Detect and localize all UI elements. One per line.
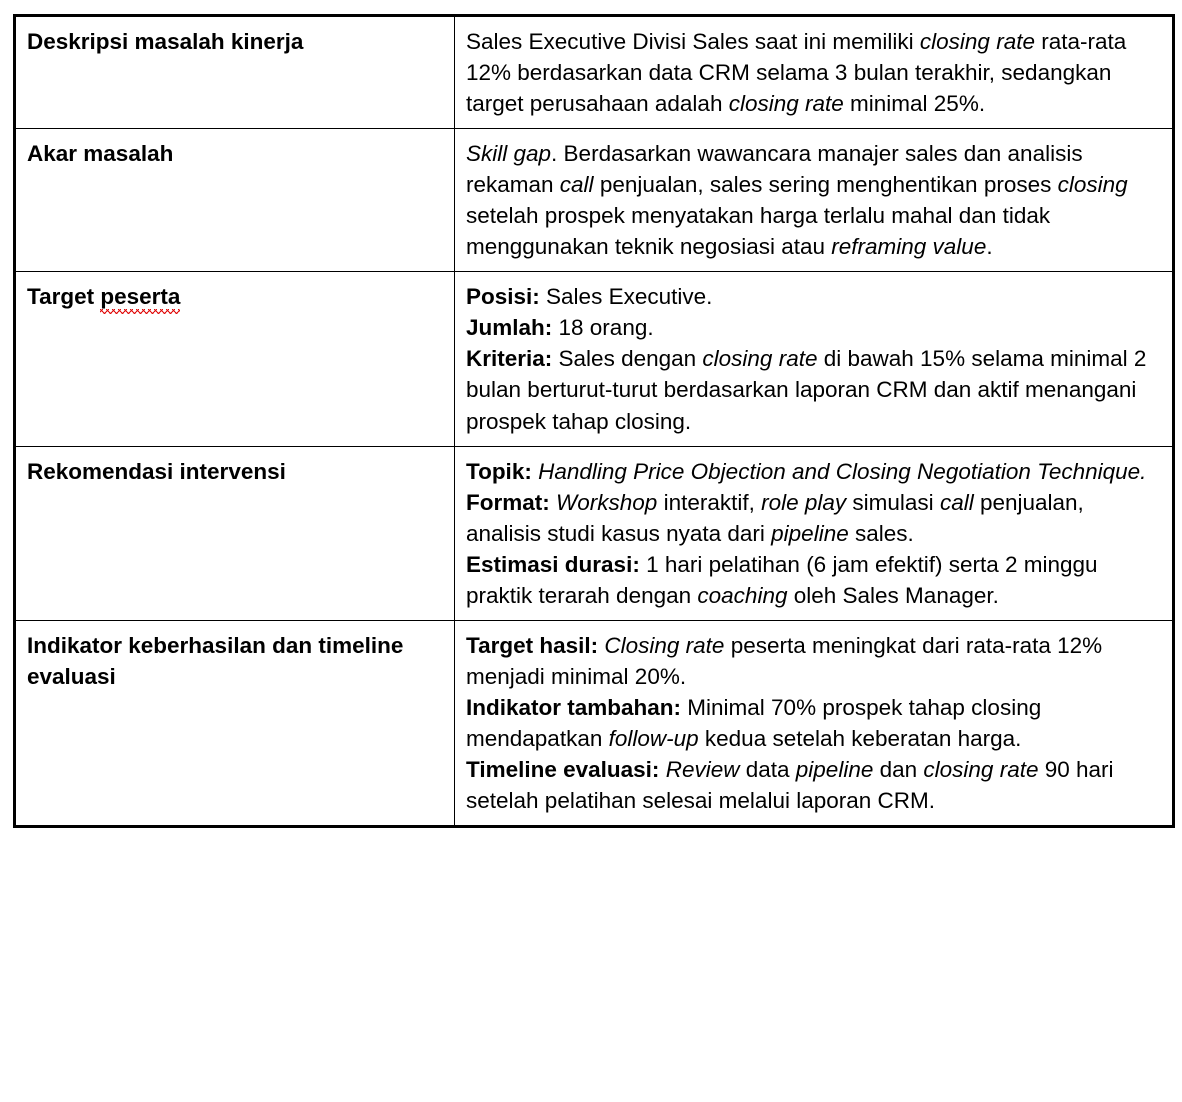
value-segment-normal: .	[986, 234, 993, 260]
value-segment-bold: Target hasil:	[466, 632, 599, 658]
value-segment-italic: role play	[761, 489, 847, 515]
value-segment-normal: Minimal 70% prospek tahap closing mendapatkan	[466, 694, 1042, 751]
value-segment-italic: call	[559, 172, 594, 198]
value-segment-italic: closing	[1057, 172, 1128, 198]
value-segment-italic: follow-up	[608, 725, 699, 751]
value-segment-italic: closing rate	[702, 346, 818, 372]
table-row	[15, 620, 1174, 826]
value-segment-bold: Indikator tambahan:	[466, 694, 682, 720]
value-segment-normal: 18 orang.	[552, 315, 654, 341]
value-segment-bold: Format:	[466, 489, 550, 515]
value-segment-normal: simulasi	[846, 489, 940, 515]
value-segment-italic: reframing value	[831, 234, 987, 260]
value-segment-normal: rata-rata 12% berdasarkan data CRM selama 3 bulan terakhir, sedangkan target perusahaan adalah	[466, 29, 1127, 117]
value-segment-normal: peserta meningkat dari rata-rata 12% menjadi minimal 20%.	[466, 632, 1103, 689]
value-segment-bold: Kriteria:	[466, 346, 553, 372]
row-value-cell	[455, 446, 1174, 620]
value-segment-italic: closing rate	[919, 29, 1035, 54]
value-segment-bold: Jumlah:	[466, 315, 553, 341]
value-segment-normal: 1 hari pelatihan (6 jam efektif) serta 2 minggu praktik terarah dengan	[466, 551, 1098, 608]
row-label-text: Deskripsi masalah kinerja	[27, 29, 304, 54]
value-segment-italic: pipeline	[771, 520, 849, 546]
table-row	[15, 446, 1174, 620]
value-segment-normal: setelah prospek menyatakan harga terlalu mahal dan tidak menggunakan teknik negosiasi atau	[466, 203, 1051, 260]
row-label-cell	[15, 446, 455, 620]
value-segment-italic: closing rate	[923, 756, 1039, 782]
value-segment-normal: 90 hari setelah pelatihan selesai melalui laporan CRM.	[466, 756, 1114, 814]
row-value-cell	[455, 620, 1174, 826]
row-value-cell	[455, 272, 1174, 446]
value-segment-italic: call	[939, 489, 974, 515]
spellcheck-underline: peserta	[100, 281, 180, 312]
value-segment-normal: di bawah 15% selama minimal 2 bulan berturut-turut berdasarkan laporan CRM dan aktif menangani prospek tahap closing.	[466, 346, 1147, 434]
value-segment-italic: coaching	[697, 582, 788, 608]
value-segment-normal: penjualan, analisis studi kasus nyata dari	[466, 489, 1084, 546]
table-row	[15, 272, 1174, 446]
value-segment-normal: dan	[873, 756, 924, 782]
value-segment-normal: Sales dengan	[552, 346, 703, 372]
value-segment-italic: Review	[665, 756, 740, 782]
value-segment-bold: Timeline evaluasi:	[466, 756, 660, 782]
value-segment-normal: minimal 25%.	[843, 91, 986, 117]
value-segment-normal: oleh Sales Manager.	[787, 582, 999, 608]
value-segment-italic: Handling Price Objection and Closing Negotiation Technique.	[538, 458, 1147, 484]
table-row	[15, 129, 1174, 272]
value-segment-italic: Closing rate	[604, 632, 725, 658]
value-segment-italic: pipeline	[795, 756, 874, 782]
value-segment-italic: closing rate	[728, 91, 844, 117]
row-label-text: Akar masalah	[27, 141, 174, 167]
row-label-text: Rekomendasi intervensi	[27, 458, 286, 484]
table-body	[15, 16, 1174, 827]
row-label-cell	[15, 16, 455, 129]
value-segment-normal: sales.	[848, 520, 914, 546]
row-label-cell	[15, 129, 455, 272]
value-segment-bold: Posisi:	[466, 284, 540, 310]
row-label-cell	[15, 620, 455, 826]
training-needs-table	[13, 14, 1175, 828]
row-value-cell	[455, 16, 1174, 129]
value-segment-bold: Estimasi durasi:	[466, 551, 640, 577]
row-label-cell	[15, 272, 455, 446]
value-segment-italic: Skill gap	[466, 141, 552, 167]
row-value-cell	[455, 129, 1174, 272]
value-segment-normal: data	[739, 756, 796, 782]
value-segment-italic: Workshop	[556, 489, 658, 515]
value-segment-normal: penjualan, sales sering menghentikan proses	[593, 172, 1058, 198]
value-segment-normal: Sales Executive Divisi Sales saat ini memiliki	[466, 29, 920, 54]
value-segment-bold: Topik:	[466, 458, 532, 484]
value-segment-normal: interaktif,	[657, 489, 762, 515]
row-label-text: Indikator keberhasilan dan timeline evaluasi	[27, 632, 404, 689]
row-label-text: Target peserta	[27, 284, 180, 309]
value-segment-normal: kedua setelah keberatan harga.	[698, 725, 1022, 751]
table-row	[15, 16, 1174, 129]
value-segment-normal: Sales Executive.	[539, 284, 713, 310]
value-segment-normal: . Berdasarkan wawancara manajer sales dan analisis rekaman	[466, 141, 1083, 198]
